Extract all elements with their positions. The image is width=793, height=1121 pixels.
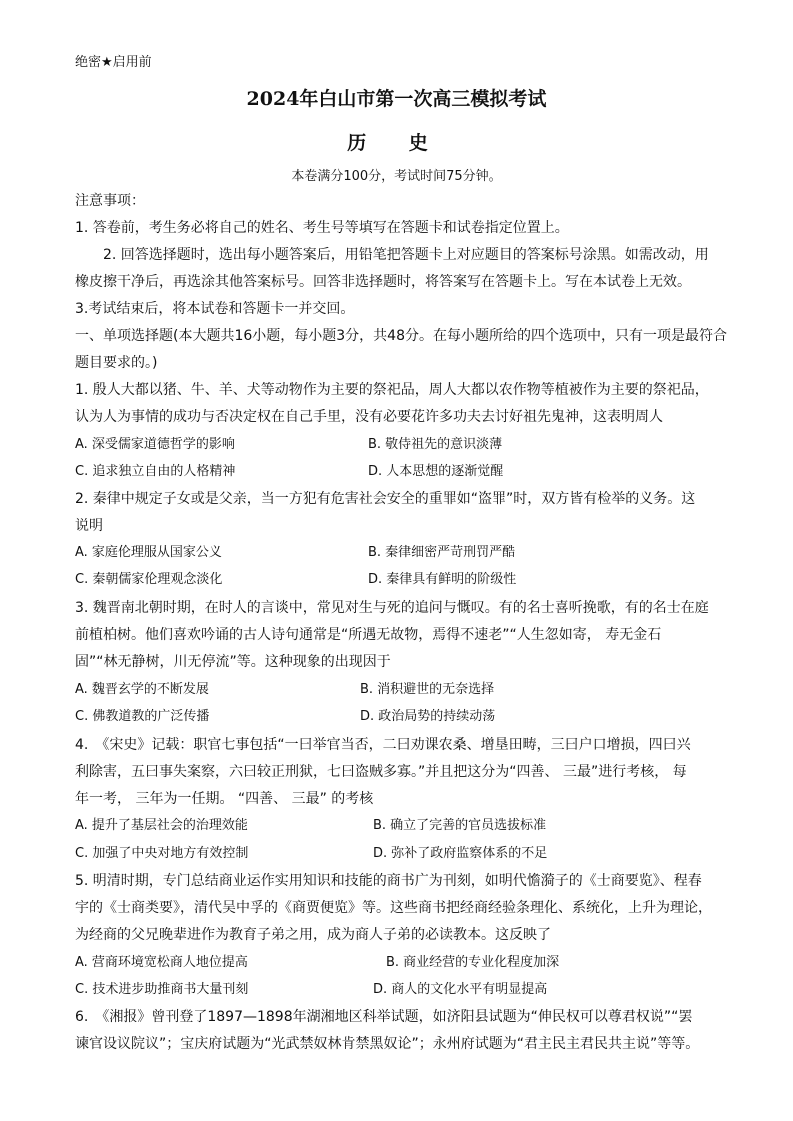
q1-option-d: D. 人本思想的逐渐觉醒 bbox=[368, 464, 504, 479]
note-3: 3.考试结束后，将本试卷和答题卡一并交回。 bbox=[75, 301, 355, 317]
q3-option-d: D. 政治局势的持续动荡 bbox=[360, 709, 496, 724]
q2-option-c: C. 秦朝儒家伦理观念淡化 bbox=[75, 572, 223, 587]
q2-option-a: A. 家庭伦理服从国家公义 bbox=[75, 545, 222, 560]
question-5-stem: 5. 明清时期，专门总结商业运作实用知识和技能的商书广为刊刻，如明代憺漪子的《士商要览》、程春 bbox=[75, 873, 702, 889]
q5-option-b: B. 商业经营的专业化程度加深 bbox=[386, 955, 560, 970]
note-1: 1. 答卷前，考生务必将自己的姓名、考生号等填写在答题卡和试卷指定位置上。 bbox=[75, 220, 569, 236]
question-6-stem-cont: 谏官设议院议”；宝庆府试题为“光武禁奴林肯禁黑奴论”；永州府试题为“君主民主君民共主说”等等。 bbox=[75, 1036, 700, 1052]
confidential-label: 绝密★启用前 bbox=[75, 55, 152, 70]
exam-title: 2024年白山市第一次高三模拟考试 bbox=[246, 88, 547, 110]
section-heading: 一、单项选择题(本大题共16小题，每小题3分，共48分。在每小题所给的四个选项中，只有一项是最符合 bbox=[75, 328, 727, 344]
q4-option-a: A. 提升了基层社会的治理效能 bbox=[75, 818, 248, 833]
q5-option-c: C. 技术进步助推商书大量刊刻 bbox=[75, 982, 249, 997]
q3-option-c: C. 佛教道教的广泛传播 bbox=[75, 709, 210, 724]
q1-option-b: B. 敬侍祖先的意识淡薄 bbox=[368, 437, 503, 452]
q5-option-a: A. 营商环境宽松商人地位提高 bbox=[75, 955, 248, 970]
q2-option-b: B. 秦律细密严苛刑罚严酷 bbox=[368, 545, 516, 560]
question-1-stem-cont: 认为人为事情的成功与否决定权在自己手里，没有必要花许多功夫去讨好祖先鬼神，这表明周人 bbox=[75, 409, 663, 425]
question-4-stem-cont-1: 利除害，五曰事失案察，六曰较正刑狱，七曰盗贼多寡。”并且把这分为“四善、 三最”进行考核， 每 bbox=[75, 764, 687, 780]
subject-title: 历 史 bbox=[347, 132, 446, 154]
question-4-stem: 4. 《宋史》记载：职官七事包括“一曰举官当否，二曰劝课农桑、增垦田畴，三曰户口增损，四曰兴 bbox=[75, 737, 691, 753]
exam-info: 本卷满分100分，考试时间75分钟。 bbox=[291, 169, 502, 184]
q1-option-a: A. 深受儒家道德哲学的影响 bbox=[75, 437, 235, 452]
question-3-stem: 3. 魏晋南北朝时期，在时人的言谈中，常见对生与死的追问与慨叹。有的名士喜听挽歌，有的名士在庭 bbox=[75, 600, 709, 616]
question-5-stem-cont-2: 为经商的父兄晚辈进作为教育子弟之用，成为商人子弟的必读教本。这反映了 bbox=[75, 927, 551, 943]
note-2-line-2: 橡皮擦干净后，再选涂其他答案标号。回答非选择题时，将答案写在答题卡上。写在本试卷上无效。 bbox=[75, 274, 691, 290]
q4-option-d: D. 弥补了政府监察体系的不足 bbox=[373, 846, 548, 861]
question-2-stem-cont: 说明 bbox=[75, 518, 103, 534]
q3-option-a: A. 魏晋玄学的不断发展 bbox=[75, 682, 209, 697]
question-1-stem: 1. 殷人大都以猪、牛、羊、犬等动物作为主要的祭祀品，周人大都以农作物等植被作为主要的祭祀品， bbox=[75, 382, 709, 398]
q4-option-c: C. 加强了中央对地方有效控制 bbox=[75, 846, 249, 861]
notes-heading: 注意事项： bbox=[75, 193, 145, 209]
question-6-stem: 6. 《湘报》曾刊登了1897—1898年湖湘地区科举试题，如济阳县试题为“伸民权可以尊君权说”“罢 bbox=[75, 1009, 693, 1025]
question-5-stem-cont-1: 宇的《士商类要》，清代吴中孚的《商贾便览》等。这些商书把经商经验条理化、系统化，上升为理论， bbox=[75, 900, 712, 916]
q5-option-d: D. 商人的文化水平有明显提高 bbox=[373, 982, 548, 997]
section-heading-cont: 题目要求的。) bbox=[75, 355, 158, 371]
question-4-stem-cont-2: 年一考， 三年为一任期。 “四善、 三最” 的考核 bbox=[75, 791, 374, 807]
q2-option-d: D. 秦律具有鲜明的阶级性 bbox=[368, 572, 517, 587]
q3-option-b: B. 消积避世的无奈选择 bbox=[360, 682, 495, 697]
q4-option-b: B. 确立了完善的官员选拔标准 bbox=[373, 818, 547, 833]
q1-option-c: C. 追求独立自由的人格精神 bbox=[75, 464, 236, 479]
note-2-line-1: 2. 回答选择题时，选出每小题答案后，用铅笔把答题卡上对应题目的答案标号涂黑。如需改动，用 bbox=[103, 247, 709, 263]
question-2-stem: 2. 秦律中规定子女或是父亲，当一方犯有危害社会安全的重罪如“盗罪”时，双方皆有检举的义务。这 bbox=[75, 491, 696, 507]
question-3-stem-cont-2: 固”“林无静树，川无停流”等。这种现象的出现因于 bbox=[75, 654, 391, 670]
question-3-stem-cont-1: 前植柏树。他们喜欢吟诵的古人诗句通常是“所遇无故物，焉得不速老”“人生忽如寄， 寿无金石 bbox=[75, 627, 662, 643]
